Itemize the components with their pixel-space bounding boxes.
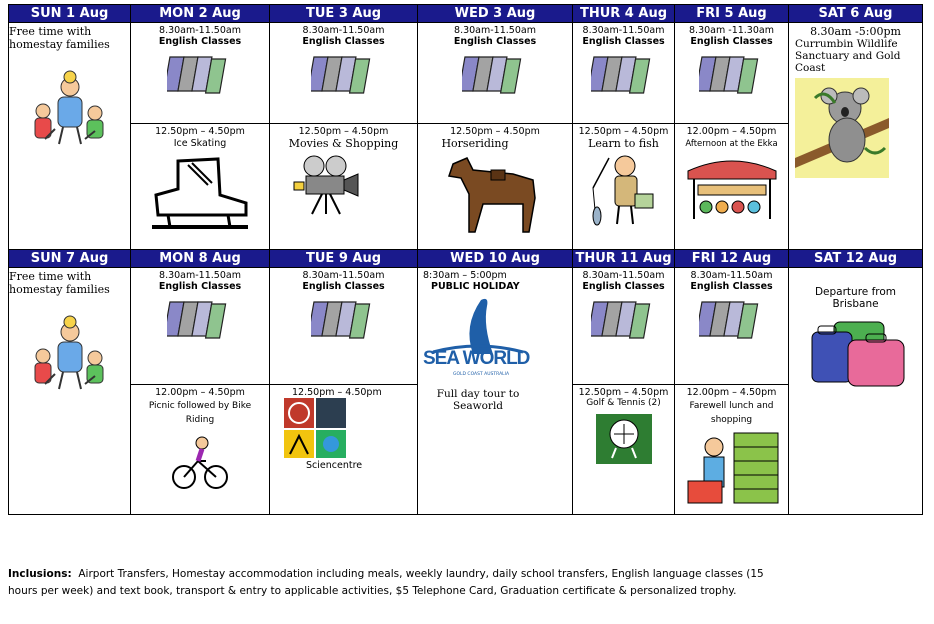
time-text: 8.30am-11.50am	[454, 25, 536, 36]
books-icon	[462, 51, 528, 97]
activity-text: Picnic followed by Bike Riding	[148, 401, 252, 425]
books-icon	[311, 296, 377, 342]
time-text: 8.30am -11.30am	[689, 25, 774, 36]
books-icon	[311, 51, 377, 97]
books-icon	[167, 296, 233, 342]
time-text: 12.50pm – 4.50pm	[155, 126, 245, 137]
activity-text: Sciencentre	[306, 460, 363, 471]
day-header: SUN 7 Aug	[9, 250, 131, 268]
logo-subtext: GOLD COAST AUSTRALIA	[453, 372, 510, 377]
books-icon	[167, 51, 233, 97]
inclusions-text: Airport Transfers, Homestay accommodation including meals, weekly laundry, daily school transfers, English language classes (15 hours per week) and text book, transport & entry to applicable activities, $5 Telephone Card, Graduation certificate & personalized trophy.	[8, 568, 764, 597]
tue-pm-cell	[270, 385, 418, 515]
luggage-icon	[804, 318, 908, 390]
day-header: SAT 6 Aug	[789, 5, 923, 23]
sun-text-1: Free time with	[9, 270, 92, 283]
activity-text: English Classes	[453, 36, 537, 47]
thu-pm-cell	[573, 124, 675, 250]
sat-cell	[789, 268, 923, 515]
mon-am-cell	[131, 23, 270, 124]
thu-pm-cell	[573, 385, 675, 515]
week2-am-row	[9, 268, 923, 385]
logo-text: SEA WORLD	[423, 348, 530, 369]
activity-text: Movies & Shopping	[288, 137, 399, 150]
week1-header-row	[9, 5, 923, 23]
time-text: 8.30am -5:00pm	[810, 25, 901, 38]
fri-pm-cell	[675, 385, 789, 515]
bike-rider-icon	[170, 433, 230, 493]
books-icon	[699, 51, 765, 97]
time-text: 8.30am-11.50am	[159, 25, 241, 36]
time-text: 8.30am-11.50am	[302, 270, 385, 281]
time-text: 8.30am-11.50am	[302, 25, 385, 36]
inclusions-label: Inclusions:	[8, 568, 72, 580]
time-text: 12.50pm – 4.50pm	[578, 387, 669, 398]
activity-text: Golf & Tennis (2)	[586, 398, 661, 408]
day-header: SUN 1 Aug	[9, 5, 131, 23]
activity-text: English Classes	[158, 281, 242, 292]
books-icon	[591, 51, 657, 97]
activity-text: Ice Skating	[173, 138, 227, 149]
time-text: 12.00pm – 4.50pm	[155, 387, 245, 398]
activity-text: Learn to fish	[588, 137, 659, 150]
mon-pm-cell	[131, 385, 270, 515]
time-text: 12.50pm – 4.50pm	[298, 126, 389, 137]
wed-am-cell	[418, 23, 573, 124]
ice-skate-icon	[148, 155, 252, 233]
activity-text: English Classes	[582, 36, 665, 47]
shopping-icon	[684, 431, 780, 507]
day-header: MON 8 Aug	[131, 250, 270, 268]
inclusions-footer	[8, 566, 768, 600]
day-header: FRI 12 Aug	[675, 250, 789, 268]
week1-pm-row	[9, 124, 923, 250]
time-text: 12.00pm – 4.50pm	[686, 387, 777, 398]
books-icon	[699, 296, 765, 342]
sun-cell	[9, 23, 131, 250]
time-text: 8.30am-11.50am	[690, 270, 773, 281]
activity-text: English Classes	[302, 281, 385, 292]
day-header: FRI 5 Aug	[675, 5, 789, 23]
tue-am-cell	[270, 23, 418, 124]
dolphin-icon	[423, 296, 533, 356]
sun-text-2: homestay families	[9, 283, 110, 296]
time-text: 8.30am-11.50am	[582, 270, 665, 281]
day-header: WED 3 Aug	[418, 5, 573, 23]
fri-pm-cell	[675, 124, 789, 250]
family-clipart-icon	[25, 69, 115, 149]
thu-am-cell	[573, 23, 675, 124]
activity-text: English Classes	[690, 36, 773, 47]
day-header: THUR 4 Aug	[573, 5, 675, 23]
day-header: MON 2 Aug	[131, 5, 270, 23]
science-icon	[284, 398, 350, 458]
activity-text: Currumbin Wildlife Sanctuary and Gold Coast	[795, 38, 901, 74]
day-header: TUE 3 Aug	[270, 5, 418, 23]
week2-header-row	[9, 250, 923, 268]
activity-text: Farewell lunch and shopping	[689, 401, 774, 425]
tennis-icon	[596, 414, 652, 464]
horse-icon	[443, 154, 547, 234]
activity-text: English Classes	[302, 36, 385, 47]
activity-text: Departure from Brisbane	[814, 286, 897, 310]
holiday-text: PUBLIC HOLIDAY	[431, 281, 520, 292]
fishing-boy-icon	[589, 154, 659, 228]
schedule-table	[8, 4, 923, 515]
koala-icon	[795, 78, 889, 178]
activity-text: English Classes	[582, 281, 665, 292]
mon-am-cell	[131, 268, 270, 385]
thu-am-cell	[573, 268, 675, 385]
time-text: 8.30am-11.50am	[159, 270, 241, 281]
day-header: THUR 11 Aug	[573, 250, 675, 268]
day-header: TUE 9 Aug	[270, 250, 418, 268]
sun-cell	[9, 268, 131, 515]
mon-pm-cell	[131, 124, 270, 250]
day-header: WED 10 Aug	[418, 250, 573, 268]
time-text: 8.30am-11.50am	[582, 25, 665, 36]
sat-cell	[789, 23, 923, 250]
wed-pm-cell	[418, 124, 573, 250]
activity-text: Horseriding	[441, 137, 509, 150]
fri-am-cell	[675, 268, 789, 385]
activity-text: Full day tour to Seaworld	[436, 388, 520, 412]
time-text: 12.50pm – 4.50pm	[578, 126, 669, 137]
time-text: 12.00pm – 4.50pm	[686, 126, 777, 137]
movie-camera-icon	[292, 154, 362, 216]
books-icon	[591, 296, 657, 342]
seaworld-logo	[423, 296, 533, 388]
ekka-market-icon	[684, 155, 780, 223]
time-text: 12.50pm – 4.50pm	[292, 387, 382, 398]
tue-am-cell	[270, 268, 418, 385]
sun-text-2: homestay families	[9, 38, 110, 51]
activity-text: English Classes	[158, 36, 242, 47]
fri-am-cell	[675, 23, 789, 124]
family-clipart-icon	[25, 314, 115, 394]
wed-cell	[418, 268, 573, 515]
time-text: 8:30am – 5:00pm	[423, 270, 507, 281]
week1-am-row	[9, 23, 923, 124]
sun-text-1: Free time with	[9, 25, 92, 38]
activity-text: Afternoon at the Ekka	[685, 139, 778, 149]
activity-text: English Classes	[690, 281, 773, 292]
day-header: SAT 12 Aug	[789, 250, 923, 268]
time-text: 12.50pm – 4.50pm	[450, 126, 540, 137]
